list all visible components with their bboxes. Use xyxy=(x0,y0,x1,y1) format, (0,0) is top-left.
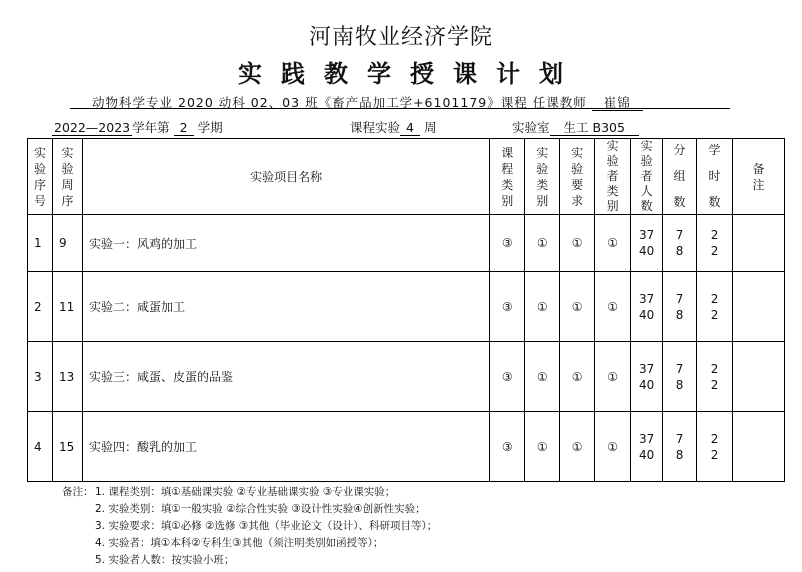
note-item: 1. 课程类别：填①基础课实验 ②专业基础课实验 ③专业课实验； xyxy=(95,486,396,498)
row-remark xyxy=(732,272,784,342)
row-seq: 3 xyxy=(28,342,53,412)
row-week: 13 xyxy=(52,342,82,412)
row-course-type: ③ xyxy=(490,412,525,482)
row-course-type: ③ xyxy=(490,272,525,342)
term-line xyxy=(52,118,223,136)
header-remark: 备 注 xyxy=(732,139,784,215)
row-exp-type: ① xyxy=(525,215,560,272)
row-remark xyxy=(732,412,784,482)
lab-line xyxy=(512,118,639,136)
notes-label: 备注： xyxy=(62,486,94,498)
row-name: 实验二：咸蛋加工 xyxy=(82,272,489,342)
row-week: 11 xyxy=(52,272,82,342)
exp-weeks-label: 课程实验 xyxy=(350,120,401,135)
row-count: 37 40 xyxy=(631,412,663,482)
header-seq: 实 验 序 号 xyxy=(28,139,53,215)
row-hours: 2 2 xyxy=(697,215,733,272)
term-suffix: 学期 xyxy=(197,120,223,135)
note-item: 2. 实验类别：填①一般实验 ②综合性实验 ③设计性实验④创新性实验； xyxy=(95,503,426,515)
row-course-type: ③ xyxy=(490,342,525,412)
header-groups: 分 组 数 xyxy=(663,139,697,215)
header-count: 实 验 者 人 数 xyxy=(631,139,663,215)
row-person-type: ① xyxy=(595,412,631,482)
header-hours: 学 时 数 xyxy=(697,139,733,215)
term-value: 2 xyxy=(174,120,194,136)
header-person-type: 实 验 者 类 别 xyxy=(595,139,631,215)
exp-weeks-value: 4 xyxy=(400,120,420,136)
weeks-unit: 周 xyxy=(423,120,437,135)
row-hours: 2 2 xyxy=(697,412,733,482)
row-requirement: ① xyxy=(560,215,595,272)
term-label: 学年第 xyxy=(132,120,170,135)
academic-year: 2022—2023 xyxy=(54,120,131,135)
row-name: 实验四：酸乳的加工 xyxy=(82,412,489,482)
major-label: 动物科学专业 xyxy=(92,95,174,110)
table-row xyxy=(28,412,785,482)
row-exp-type: ① xyxy=(525,342,560,412)
row-week: 15 xyxy=(52,412,82,482)
class-value: 2020 动科 02、03 xyxy=(178,95,301,110)
row-hours: 2 2 xyxy=(697,342,733,412)
row-groups: 7 8 xyxy=(663,215,697,272)
header-requirement: 实 验 要 求 xyxy=(560,139,595,215)
weeks-line xyxy=(350,118,436,136)
row-course-type: ③ xyxy=(490,215,525,272)
header-exp-type: 实 验 类 别 xyxy=(525,139,560,215)
course-suffix: 课程 任课教师 xyxy=(500,95,587,110)
row-requirement: ① xyxy=(560,272,595,342)
row-groups: 7 8 xyxy=(663,412,697,482)
plan-table xyxy=(27,138,785,482)
row-groups: 7 8 xyxy=(663,272,697,342)
lab-value: 生工 B305 xyxy=(550,120,639,136)
row-exp-type: ① xyxy=(525,412,560,482)
row-person-type: ① xyxy=(595,215,631,272)
row-remark xyxy=(732,215,784,272)
row-count: 37 40 xyxy=(631,342,663,412)
note-item: 4. 实验者：填①本科②专科生③其他（须注明类别如函授等）； xyxy=(95,537,384,549)
row-week: 9 xyxy=(52,215,82,272)
row-name: 实验一：风鸡的加工 xyxy=(82,215,489,272)
row-person-type: ① xyxy=(595,272,631,342)
table-row xyxy=(28,272,785,342)
row-groups: 7 8 xyxy=(663,342,697,412)
row-count: 37 40 xyxy=(631,272,663,342)
page-title: 实践教学授课计划 xyxy=(238,60,582,88)
class-suffix: 班 xyxy=(305,95,319,110)
teacher-name: 崔锦 xyxy=(592,95,643,111)
table-row xyxy=(28,342,785,412)
row-person-type: ① xyxy=(595,342,631,412)
row-requirement: ① xyxy=(560,412,595,482)
row-name: 实验三：咸蛋、皮蛋的品鉴 xyxy=(82,342,489,412)
note-item: 5. 实验者人数：按实验小班； xyxy=(95,554,235,566)
header-rule xyxy=(70,108,730,109)
row-seq: 1 xyxy=(28,215,53,272)
row-seq: 4 xyxy=(28,412,53,482)
row-count: 37 40 xyxy=(631,215,663,272)
header-week: 实 验 周 序 xyxy=(52,139,82,215)
table-row xyxy=(28,215,785,272)
note-item: 3. 实验要求：填①必修 ②选修 ③其他（毕业论文（设计）、科研项目等）； xyxy=(95,520,438,532)
header-course-type: 课 程 类 别 xyxy=(490,139,525,215)
row-exp-type: ① xyxy=(525,272,560,342)
course-value: 《畜产品加工学+6101179》 xyxy=(318,95,501,110)
table-header-row xyxy=(28,139,785,215)
row-hours: 2 2 xyxy=(697,272,733,342)
school-name: 河南牧业经济学院 xyxy=(308,25,493,50)
header-name: 实验项目名称 xyxy=(82,139,489,215)
lab-label: 实验室 xyxy=(512,120,550,135)
row-remark xyxy=(732,342,784,412)
row-seq: 2 xyxy=(28,272,53,342)
row-requirement: ① xyxy=(560,342,595,412)
